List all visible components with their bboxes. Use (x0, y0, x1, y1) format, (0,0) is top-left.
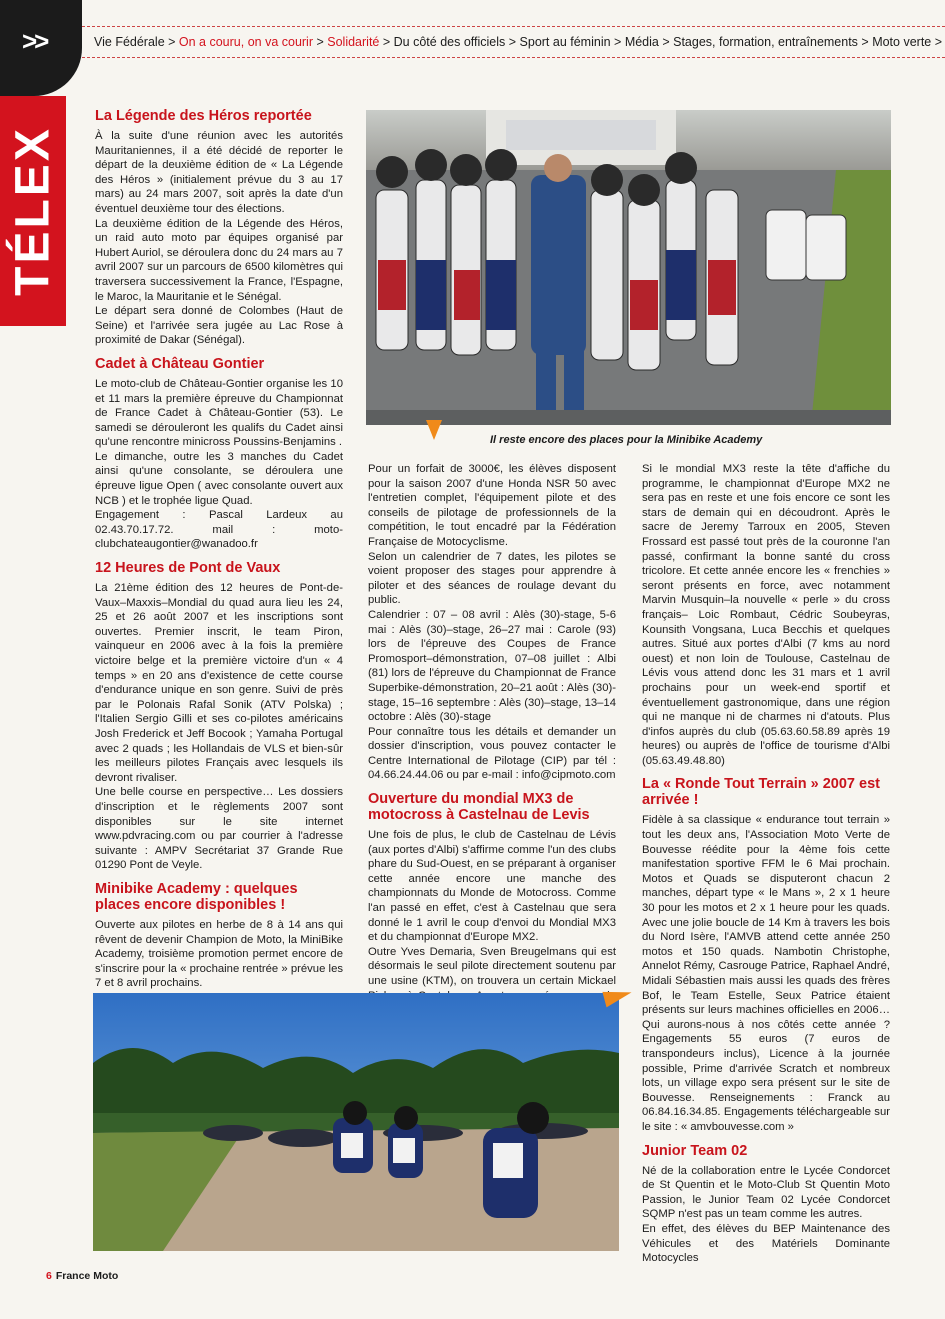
article-title-ronde: La « Ronde Tout Terrain » 2007 est arrivée ! (642, 776, 880, 809)
article-paragraph: Le dimanche, outre les 3 manches du Cadet ainsi qu'une consolante, se déroulera une épreuve ligue Open ( avec consolante ouvert aux NCB ) et le trophée ligue Quad. (95, 450, 343, 507)
nav-item-vie-federale[interactable]: Vie Fédérale (94, 35, 165, 49)
article-paragraph: Né de la collaboration entre le Lycée Condorcet de St Quentin et le Moto-Club St Quentin Moto Passion, le Junior Team 02 Lycée Condorcet SQMP n'est pas un team comme les autres. (642, 1164, 890, 1221)
article-title-junior: Junior Team 02 (642, 1142, 748, 1159)
nav-item-media[interactable]: Média (624, 35, 659, 49)
article-paragraph: Si le mondial MX3 reste la tête d'affiche du programme, le championnat d'Europe MX2 ne sera pas en reste et une fois encore ce sont les stars de demain qui en découdront. Après le sacre de Jeremy Tarroux en 2005, Steven Frossard est passé tout près de la couronne l'an passé, confirmant la bonne santé du cross tricolore. Et cette année encore les « frenchies » seront présents en force, avec notamment Marvin Musquin–la nouvelle « perle » du cross français– Loic Rombaut, Cédric Soubeyras, Kounsith Vongsana, Luca Becchis et quelques autres. Situé aux portes d'Albi (7 kms au nord ouest) et non loin de Toulouse, Castelnau de Lévis vous attend donc les 31 mars et 1 avril prochains pour un week-end sportif et éventuellement gastronomique, dans une région qui ne manque ni de charmes ni d'atouts. Plus d'infos auprès du club (05.63.60.58.89 après 19 heures) ou auprès de l'office de tourisme d'Albi (05.63.49.48.80) (642, 463, 890, 767)
article-paragraph: Pour un forfait de 3000€, les élèves disposent pour la saison 2007 d'une Honda NSR 50 avec l'entretien complet, l'équipement pilote et des conseils de pilotage de professionnels de la compétition, le tout encadré par la Fédération Française de Motocyclisme. (368, 463, 616, 548)
article-title-cadet: Cadet à Château Gontier (95, 355, 265, 372)
photo-caption: Il reste encore des places pour la Minibike Academy (490, 434, 763, 446)
nav-item-stages[interactable]: Stages, formation, entraînements (673, 35, 858, 49)
photo-minibike-academy (366, 110, 891, 425)
magazine-name: France Moto (55, 1270, 119, 1282)
column-3 (642, 462, 890, 1266)
article-title-legende: La Légende des Héros reportée (95, 108, 312, 124)
article-title-minibike: Minibike Academy : quelques places encore disponibles ! (95, 880, 298, 913)
orange-marker-icon (426, 420, 442, 440)
page-footer (46, 1270, 118, 1282)
article-paragraph: Le moto-club de Château-Gontier organise les 10 et 11 mars la première épreuve du Championnat de France Cadet à Château-Gontier (53). Le samedi se dérouleront les qualifs du Cadet ainsi qu'une rencontre minicross Poussins-Benjamins . (95, 377, 343, 449)
article-paragraph: Une fois de plus, le club de Castelnau de Lévis (aux portes d'Albi) s'affirme comme l'un des clubs phare du Sud-Ouest, en se préparant à organiser cette année encore une manche des championnats du Monde de Motocross. Comme l'an passé en effet, c'est à Castelnau que sera donné le 1 avril le coup d'envoi du Mondial MX3 et du championnat d'Europe MX2. (368, 829, 616, 944)
nav-item-officiels[interactable]: Du côté des officiels (393, 35, 506, 49)
telex-label: TÉLEX (6, 126, 60, 296)
column-2 (368, 462, 616, 1076)
article-paragraph: En effet, des élèves du BEP Maintenance des Véhicules et des Matériels Dominante Motocycles (642, 1222, 890, 1265)
page-number: 6 (46, 1270, 52, 1282)
telex-sidebar (0, 96, 66, 326)
nav-item-sport-feminin[interactable]: Sport au féminin (519, 35, 611, 49)
photo-motocross-start (93, 993, 619, 1251)
column-1 (95, 108, 343, 991)
nav-item-moto-verte[interactable]: Moto verte (872, 35, 932, 49)
article-paragraph: Outre Yves Demaria, Sven Breugelmans qui est désormais le seul pilote directement soutenu par une usine (KTM), on trouvera un certain Mickael (368, 945, 616, 987)
article-paragraph: La deuxième édition de la Légende des Héros, un raid auto moto par équipes organisé par Hubert Auriol, se déroulera donc du 24 mars au 7 avril 2007 sur un parcours de 6500 kilomètres qui traversera successivement la France, l'Espagne, le Maroc, la Mauritanie et le Sénégal. (95, 217, 343, 303)
nav-item-on-a-couru[interactable]: On a couru, on va courir (178, 35, 314, 49)
article-title-pont-de-vaux: 12 Heures de Pont de Vaux (95, 560, 281, 577)
article-paragraph: Fidèle à sa classique « endurance tout terrain » tout les deux ans, l'Association Moto Verte de Bouvesse réédite pour la 4ème fois cette manifestation sportive FFM le 6 Mai prochain. Motos et Quads se disputeront chacun 2 manches, départ type « le Mans », 2 x 1 heure 30 pour les motos et 2 x 1 heure pour les quads. Avec une jolie boucle de 14 Km à travers les bois du Nord Isère, l'AMVB attend cette année 250 motos et 150 quads. Nambotin Christophe, Annelot Rémy, Casrouge Patrice, Raphael André, Midali Sébastien mais aussi les quads des frères Bof, le Team Estelle, Seux Patrice étaient présents sur leurs machines officielles en 2006… Qui aurons-nous à nos côtés cette année ? Engagements 55 euros (7 euros de transpondeurs inclus), Licence à la journée possible, Prime d'arrivée Scratch et nombreux lots, un village expo sera présent sur le site de Bouvesse. Renseignements : Franck au 06.84.16.34.85. Engagements téléchargeable sur le site : « amvbouvesse.com » (642, 814, 890, 1133)
article-paragraph: Pour connaître tous les détails et demander un dossier d'inscription, vous pouvez contacter le Centre International de Pilotage (CIP) par tél : 04.66.24.44.06 ou par e-mail : info@cipmoto.com (368, 725, 616, 782)
article-paragraph: À la suite d'une réunion avec les autorités Mauritaniennes, il a été décidé de reporter le départ de la deuxième édition de « La Légende des Héros » (initialement prévue du 3 au 17 mars) au 24 mars 2007, soit après la date d'un éventuel deuxième tour des élections. (95, 130, 343, 215)
article-paragraph: Le départ sera donné de Colombes (Haut de Seine) et l'arrivée sera jugée au Lac Rose à proximité de Dakar (Sénégal). (95, 305, 343, 347)
double-arrow-icon: >> (22, 26, 47, 56)
article-paragraph: Selon un calendrier de 7 dates, les pilotes se voient proposer des stages pour apprendre à piloter et des séances de roulage devant du public. (368, 550, 616, 607)
article-paragraph: Une belle course en perspective… Les dossiers d'inscription et le règlements 2007 sont disponibles sur le site internet www.pdvracing.com ou par courrier à l'adresse suivante : AMPV Secrétariat 37 Grande Rue 01290 Pont de Veyle. (95, 786, 343, 872)
article-paragraph: Engagement : Pascal Lardeux au 02.43.70.17.72. mail : moto-clubchateaugontier@wanadoo.fr (95, 509, 343, 551)
article-paragraph: La 21ème édition des 12 heures de Pont-de-Vaux–Maxxis–Mondial du quad aura lieu les 24, 25 et 26 août 2007 et les inscriptions sont ouvertes. Premier inscrit, le team Piron, vainqueur en 2006 avec à la fois la première victoire belge et la première victoire d'un « 4 temps » en 20 ans d'existence de cette course d'endurance unique en son genre. Suivi de près par le Polonais Rafal Sonik (ATV Polska) ; l'Italien Sergio Gilli et ses co-pilotes américains Josh Frederick et Jeff Bocook ; Yamaha Portugal avec 2 quads ; les Hollandais de VLS et bien-sûr les meilleurs pilotes Français avec lesquels ils devront rivaliser. (95, 582, 343, 784)
section-arrow-tab (0, 0, 82, 96)
article-title-mx3: Ouverture du mondial MX3 de motocross à Castelnau de Levis (368, 791, 590, 824)
nav-item-solidarite[interactable]: Solidarité (327, 35, 380, 49)
breadcrumb: Vie Fédérale > On a couru, on va courir > Solidarité > Du côté des officiels > Sport au féminin > Média > Stages, formation, entraînements > Moto verte > (82, 26, 945, 58)
article-paragraph: Ouverte aux pilotes en herbe de 8 à 14 ans qui rêvent de devenir Champion de Moto, la MiniBike Academy, troisième promotion permet encore de s'inscrire pour la « prochaine rentrée » prévue les 7 et 8 avril prochains. (95, 918, 343, 990)
article-paragraph: Calendrier : 07 – 08 avril : Alès (30)-stage, 5-6 mai : Alès (30)–stage, 26–27 mai : Carole (93) lors de l'épreuve des Coupes de France Promosport–démonstration, 07–08 juillet : Albi (81) lors de l'épreuve du Championnat de France Superbike-démonstration, 20–21 août : Alès (30)-stage, 15–16 septembre : Alès (30)–stage, 13–14 octobre : Alès (30)-stage (368, 608, 616, 724)
